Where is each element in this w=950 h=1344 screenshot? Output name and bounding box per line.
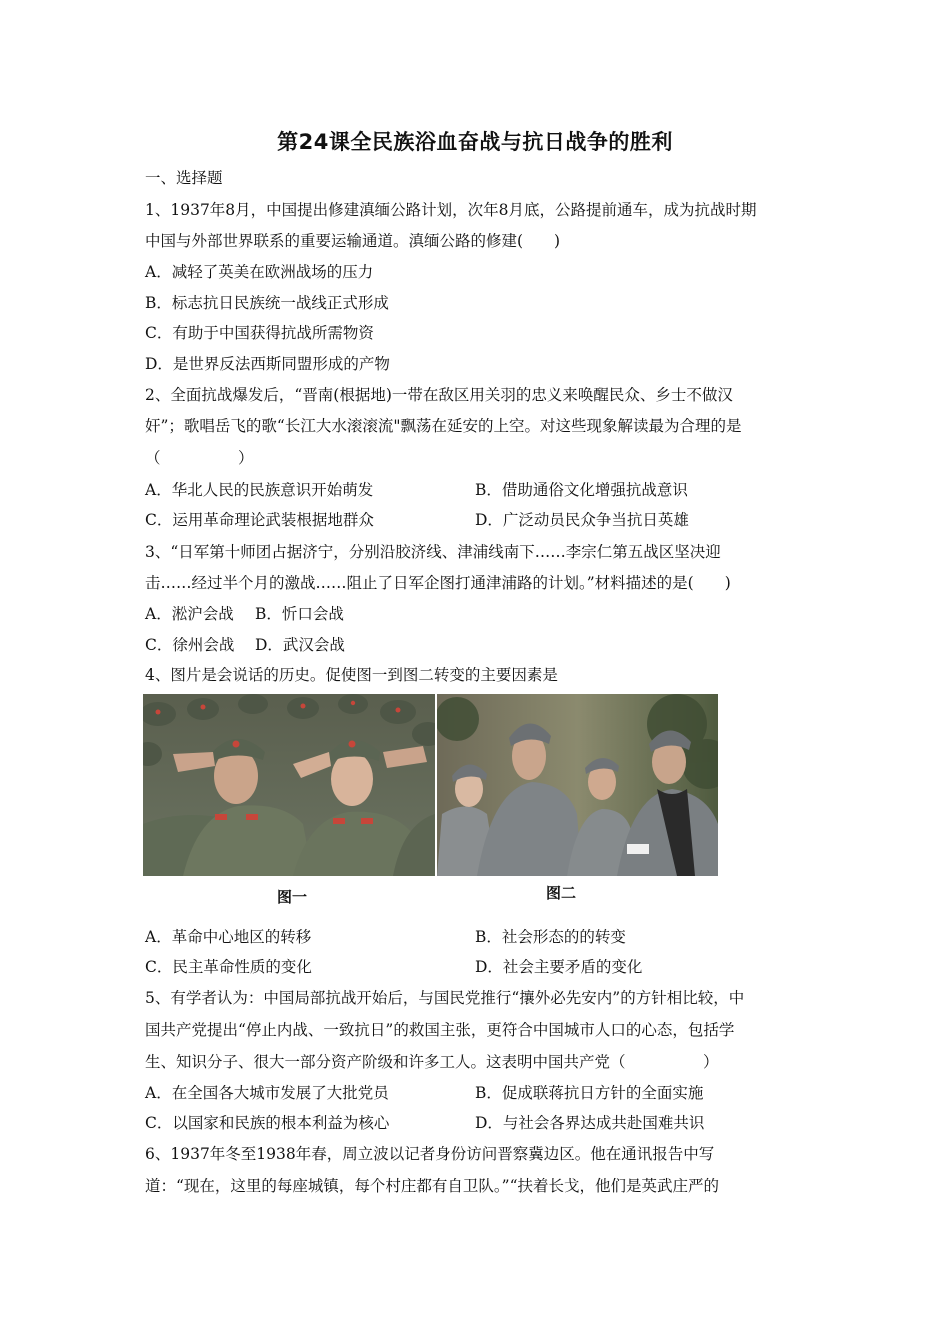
question-5-line-1: 5、有学者认为：中国局部抗战开始后，与国民党推行“攘外必先安内”的方针相比较，中 xyxy=(145,989,745,1007)
question-1-option-d: D．是世界反法西斯同盟形成的产物 xyxy=(145,355,390,373)
question-2-option-d: D．广泛动员民众争当抗日英雄 xyxy=(475,511,689,529)
figure-1-caption: 图一 xyxy=(277,888,308,906)
question-5-option-a: A．在全国各大城市发展了大批党员 xyxy=(145,1084,389,1102)
question-4-option-d: D．社会主要矛盾的变化 xyxy=(475,958,643,976)
question-3-line-2: 击……经过半个月的激战……阻止了日军企图打通津浦路的计划。”材料描述的是( ) xyxy=(145,574,731,592)
question-3-option-d: D．武汉会战 xyxy=(255,636,345,654)
figure-2-photo xyxy=(437,694,718,876)
figure-2-caption: 图二 xyxy=(546,884,577,902)
section-heading: 一、选择题 xyxy=(145,169,223,187)
question-4-option-b: B．社会形态的的转变 xyxy=(475,928,626,946)
question-1-line-2: 中国与外部世界联系的重要运输通道。滇缅公路的修建( ) xyxy=(145,232,561,250)
question-2-option-c: C．运用革命理论武装根据地群众 xyxy=(145,511,374,529)
question-5-option-d: D．与社会各界达成共赴国难共识 xyxy=(475,1114,705,1132)
question-2-option-a: A．华北人民的民族意识开始萌发 xyxy=(145,481,374,499)
question-4-option-a: A．革命中心地区的转移 xyxy=(145,928,312,946)
question-5-option-c: C．以国家和民族的根本利益为核心 xyxy=(145,1114,390,1132)
question-5-line-2: 国共产党提出“停止内战、一致抗日”的救国主张，更符合中国城市人口的心态，包括学 xyxy=(145,1021,735,1039)
question-4-option-c: C．民主革命性质的变化 xyxy=(145,958,312,976)
question-3-line-1: 3、“日军第十师团占据济宁，分别沿胶济线、津浦线南下……李宗仁第五战区坚决迎 xyxy=(145,543,721,561)
question-1-line-1: 1、1937年8月，中国提出修建滇缅公路计划，次年8月底，公路提前通车，成为抗战时期 xyxy=(145,201,757,219)
question-3-option-a: A．淞沪会战 xyxy=(145,605,234,623)
page-title: 第24课全民族浴血奋战与抗日战争的胜利 xyxy=(277,130,673,154)
question-2-line-1: 2、全面抗战爆发后，“晋南(根据地)一带在敌区用关羽的忠义来唤醒民众、乡士不做汉 xyxy=(145,386,733,404)
figure-1-photo xyxy=(143,694,435,876)
question-3-options-row-2 xyxy=(145,635,345,655)
question-3-option-c: C．徐州会战 xyxy=(145,636,235,654)
question-5-line-3: 生、知识分子、很大一部分资产阶级和许多工人。这表明中国共产党（ ） xyxy=(145,1053,719,1071)
question-4-figure xyxy=(143,694,718,916)
question-1-option-c: C．有助于中国获得抗战所需物资 xyxy=(145,324,374,342)
question-3-option-b: B．忻口会战 xyxy=(255,605,344,623)
question-6-line-1: 6、1937年冬至1938年春，周立波以记者身份访问晋察冀边区。他在通讯报告中写 xyxy=(145,1145,715,1163)
question-1-option-a: A．减轻了英美在欧洲战场的压力 xyxy=(145,263,374,281)
question-4-line-1: 4、图片是会说话的历史。促使图一到图二转变的主要因素是 xyxy=(145,666,558,684)
question-6-line-2: 道：“现在，这里的每座城镇，每个村庄都有自卫队。”“扶着长戈，他们是英武庄严的 xyxy=(145,1177,720,1195)
question-5-option-b: B．促成联蒋抗日方针的全面实施 xyxy=(475,1084,704,1102)
question-2-line-2: 奸”；歌唱岳飞的歌“长江大水滚滚流"飘荡在延安的上空。对这些现象解读最为合理的是 xyxy=(145,417,742,435)
question-2-option-b: B．借助通俗文化增强抗战意识 xyxy=(475,481,688,499)
question-3-options-row-1 xyxy=(145,604,344,624)
question-1-option-b: B．标志抗日民族统一战线正式形成 xyxy=(145,294,389,312)
question-2-line-3: （ ） xyxy=(145,449,254,467)
